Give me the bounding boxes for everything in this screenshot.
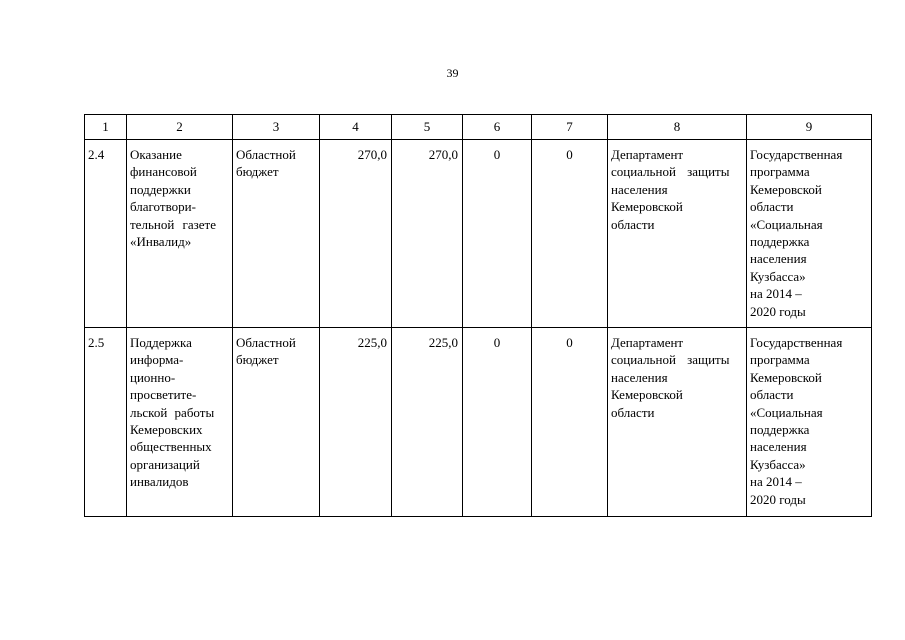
- text-line: Кемеровской: [611, 387, 683, 403]
- text-line: населения: [750, 439, 807, 455]
- text-line: просветите-: [130, 387, 197, 403]
- funding-source: [233, 140, 320, 328]
- text-line: Кемеровской: [750, 181, 822, 197]
- text-line: Кузбасса»: [750, 268, 806, 284]
- text-line: Кузбасса»: [750, 456, 806, 472]
- row-number: 2.4: [85, 140, 127, 328]
- text-line: Департамент: [611, 335, 684, 350]
- text-line: области: [750, 199, 794, 215]
- measure-name: [127, 140, 233, 328]
- text-line: населения: [611, 181, 668, 197]
- table-row: [85, 140, 872, 328]
- text-line: Департамент: [611, 147, 684, 162]
- executor: [608, 140, 747, 328]
- text-line: поддержка: [750, 234, 810, 250]
- text-line: 2020 годы: [750, 303, 806, 319]
- header-cell: 1: [85, 115, 127, 140]
- text-line: тельной газете: [130, 216, 216, 232]
- value-col4: 225,0: [320, 328, 392, 517]
- text-line: инвалидов: [130, 474, 189, 490]
- text-line: области: [750, 387, 794, 403]
- text-line: Оказание: [130, 147, 182, 162]
- program: [747, 140, 872, 328]
- text-line: Государственная: [750, 335, 843, 350]
- header-cell: 9: [747, 115, 872, 140]
- text-line: области: [611, 404, 655, 420]
- header-cell: 7: [532, 115, 608, 140]
- text-line: программа: [750, 352, 810, 368]
- text-line: социальной защиты: [611, 352, 730, 368]
- text-line: ционно-: [130, 369, 176, 385]
- text-line: Кемеровской: [750, 369, 822, 385]
- text-line: «Социальная: [750, 404, 823, 420]
- text-line: населения: [611, 369, 668, 385]
- header-cell: 4: [320, 115, 392, 140]
- header-cell: 8: [608, 115, 747, 140]
- row-number: 2.5: [85, 328, 127, 517]
- text-line: «Инвалид»: [130, 234, 192, 250]
- funding-source: [233, 328, 320, 517]
- text-line: организаций: [130, 456, 200, 472]
- text-line: Областной: [236, 147, 296, 162]
- table-header-row: [85, 115, 872, 140]
- program: [747, 328, 872, 517]
- text-line: информа-: [130, 352, 184, 368]
- text-line: населения: [750, 251, 807, 267]
- value-col7: 0: [532, 140, 608, 328]
- text-line: Кемеровской: [611, 199, 683, 215]
- header-cell: 2: [127, 115, 233, 140]
- value-col7: 0: [532, 328, 608, 517]
- text-line: на 2014 –: [750, 286, 802, 302]
- text-line: поддержки: [130, 181, 191, 197]
- value-col6: 0: [463, 328, 532, 517]
- value-col6: 0: [463, 140, 532, 328]
- text-line: Кемеровских: [130, 422, 203, 438]
- table-row: [85, 328, 872, 517]
- text-line: на 2014 –: [750, 474, 802, 490]
- measure-name: [127, 328, 233, 517]
- value-col5: 270,0: [392, 140, 463, 328]
- text-line: бюджет: [236, 352, 279, 368]
- text-line: бюджет: [236, 164, 279, 180]
- header-cell: 6: [463, 115, 532, 140]
- text-line: «Социальная: [750, 216, 823, 232]
- text-line: программа: [750, 164, 810, 180]
- program-table: [84, 114, 872, 517]
- text-line: поддержка: [750, 422, 810, 438]
- header-cell: 3: [233, 115, 320, 140]
- text-line: финансовой: [130, 164, 197, 180]
- text-line: Областной: [236, 335, 296, 350]
- page-number: 39: [446, 66, 459, 80]
- text-line: области: [611, 216, 655, 232]
- text-line: социальной защиты: [611, 164, 730, 180]
- value-col5: 225,0: [392, 328, 463, 517]
- text-line: Поддержка: [130, 335, 192, 350]
- text-line: общественных: [130, 439, 212, 455]
- text-line: 2020 годы: [750, 491, 806, 507]
- value-col4: 270,0: [320, 140, 392, 328]
- text-line: благотвори-: [130, 199, 196, 215]
- text-line: льской работы: [130, 404, 215, 420]
- header-cell: 5: [392, 115, 463, 140]
- executor: [608, 328, 747, 517]
- text-line: Государственная: [750, 147, 843, 162]
